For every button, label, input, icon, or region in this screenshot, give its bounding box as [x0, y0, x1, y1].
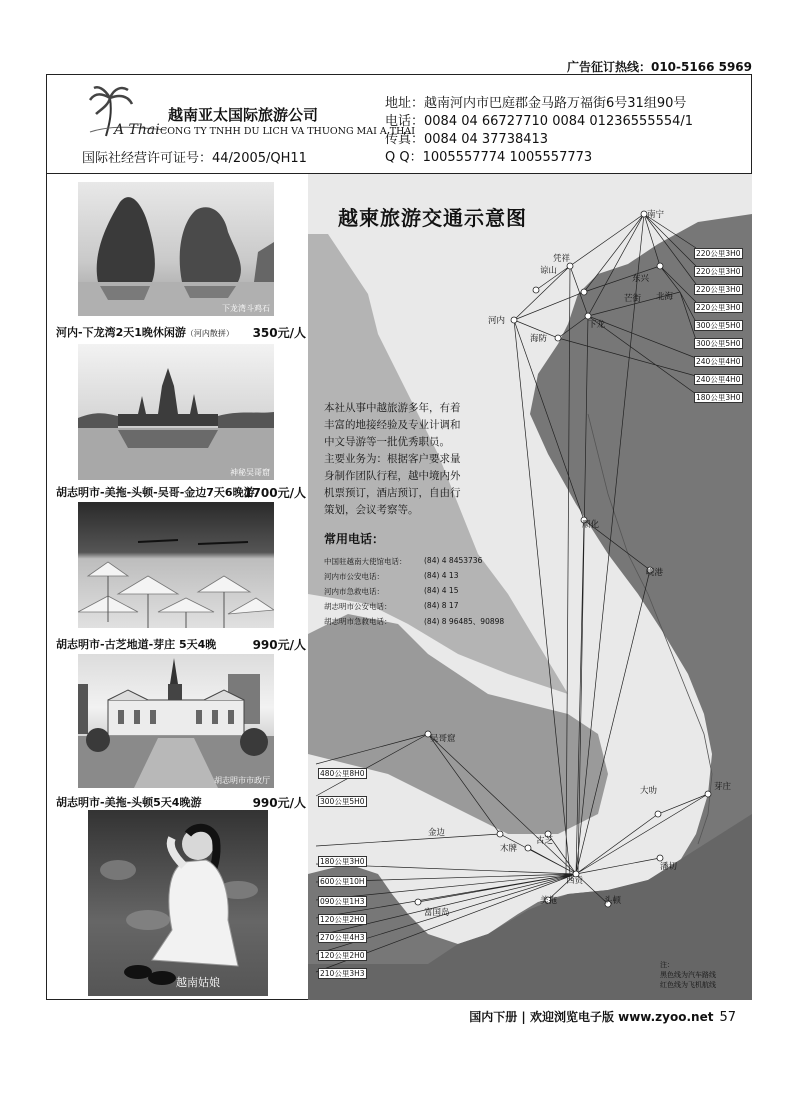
footer-text: 国内下册 | 欢迎浏览电子版 www.zyoo.net [469, 1010, 714, 1024]
phone-row [324, 601, 459, 612]
city-label: 头顿 [604, 896, 622, 906]
page-number: 57 [719, 1010, 736, 1025]
company-name-vn: CONG TY TNHH DU LICH VA THUONG MAI A THAI [160, 126, 416, 137]
phone-number: (84) 8 96485、90898 [424, 617, 505, 626]
map-legend [660, 960, 716, 990]
legend-line: 红色线为飞机航线 [660, 981, 716, 989]
distance-label: 300公里5H0 [320, 797, 365, 806]
city-label: 凭祥 [553, 254, 571, 264]
vietnamese-girl-photo [88, 810, 268, 996]
distance-label: 270公里4H3 [320, 933, 365, 942]
city-label: 大叻 [640, 786, 658, 796]
phone-number: (84) 4 15 [424, 586, 459, 595]
phone-label: 河内市公安电话： [324, 572, 384, 581]
phone-row [324, 586, 459, 597]
city-label: 岘港 [646, 568, 664, 578]
contact-fax: 传真：0084 04 37738413 [385, 132, 549, 147]
contact-address: 地址：越南河内市巴庭郡金马路万福街6号31组90号 [385, 96, 687, 111]
tour-item [56, 794, 306, 810]
distance-label: 210公里3H3 [320, 969, 365, 978]
phone-label: 河内市急救电话： [324, 587, 384, 596]
tour-price: 350元/人 [252, 326, 306, 340]
distance-label: 220公里3H0 [696, 285, 741, 294]
city-label: 芒街 [624, 294, 642, 304]
phone-label: 中国驻越南大使馆电话： [324, 557, 407, 566]
tour-name: 胡志明市-美拖-头顿5天4晚游 [56, 796, 202, 809]
distance-label: 600公里10H [320, 877, 365, 886]
distance-label: 480公里8H0 [320, 769, 365, 778]
phone-label: 胡志明市急救电话： [324, 617, 392, 626]
company-intro [324, 400, 514, 519]
contact-qq: Q Q：1005557774 1005557773 [385, 150, 593, 165]
phone-row [324, 556, 483, 567]
city-label: 海防 [530, 334, 548, 344]
distance-label: 220公里3H0 [696, 267, 741, 276]
phones-title: 常用电话： [324, 532, 385, 546]
tour-item [56, 324, 306, 340]
intro-line: 身制作团队行程，越中境内外 [324, 470, 461, 482]
phone-number: (84) 8 17 [424, 601, 459, 610]
photo-caption: 胡志明市市政厅 [214, 776, 270, 785]
intro-line: 本社从事中越旅游多年，有着 [324, 402, 461, 414]
city-label: 下龙 [588, 320, 606, 330]
distance-label: 300公里5H0 [696, 321, 741, 330]
city-label: 西贡 [566, 876, 584, 886]
city-label: 吴哥窟 [430, 734, 456, 744]
intro-line: 策划，会议考察等。 [324, 504, 419, 516]
city-label: 美拖 [540, 896, 558, 906]
tour-name: 胡志明市-美拖-头顿-吴哥-金边7天6晚游 [56, 486, 255, 499]
city-hall-photo [78, 654, 274, 788]
distance-label: 120公里2H0 [320, 915, 365, 924]
distance-label: 180公里3H0 [696, 393, 741, 402]
city-label: 东兴 [632, 274, 650, 284]
distance-label: 220公里3H0 [696, 249, 741, 258]
tour-note: （河内散拼） [185, 329, 234, 338]
legend-line: 注： [660, 961, 674, 969]
phone-label: 胡志明市公安电话： [324, 602, 392, 611]
photo-caption: 下龙湾斗鸡石 [222, 304, 270, 313]
distance-label: 300公里5H0 [696, 339, 741, 348]
palm-logo-icon [88, 84, 168, 140]
phone-number: (84) 4 13 [424, 571, 459, 580]
distance-label: 240公里4H0 [696, 375, 741, 384]
tour-price: 990元/人 [252, 638, 306, 652]
footer [469, 1008, 736, 1025]
tour-price: 990元/人 [252, 796, 306, 810]
city-label: 谅山 [540, 266, 558, 276]
tour-item [56, 636, 306, 652]
city-label: 古芝 [536, 836, 554, 846]
distance-label: 090公里1H3 [320, 897, 365, 906]
tour-name: 胡志明市-古芝地道-芽庄 5天4晚 [56, 638, 217, 651]
photo-caption: 神秘吴哥窟 [230, 468, 270, 477]
tour-name: 河内-下龙湾2天1晚休闲游 [56, 326, 186, 339]
distance-label: 180公里3H0 [320, 857, 365, 866]
distance-label: 120公里2H0 [320, 951, 365, 960]
contact-phone: 电话：0084 04 66727710 0084 01236555554/1 [385, 114, 694, 129]
tour-list [46, 174, 308, 1000]
phone-number: (84) 4 8453736 [424, 556, 483, 565]
ad-hotline: 广告征订热线：010-5166 5969 [566, 60, 752, 74]
company-name-cn: 越南亚太国际旅游公司 [168, 106, 319, 124]
license-number: 国际社经营许可证号：44/2005/QH11 [82, 151, 307, 166]
phone-row [324, 616, 505, 627]
halong-photo [78, 182, 274, 316]
city-label: 潘切 [660, 862, 678, 872]
city-label: 南宁 [647, 210, 665, 220]
intro-line: 中文导游等一批优秀职员。 [324, 436, 450, 448]
distance-label: 220公里3H0 [696, 303, 741, 312]
city-label: 河内 [488, 316, 506, 326]
map-title: 越柬旅游交通示意图 [338, 206, 527, 230]
logo-text: A Thai [114, 122, 160, 138]
photo-caption: 越南姑娘 [176, 976, 220, 989]
city-label: 木牌 [500, 844, 518, 854]
beach-photo [78, 502, 274, 628]
distance-label: 240公里4H0 [696, 357, 741, 366]
tour-price: 1700元/人 [244, 486, 306, 500]
phone-row [324, 571, 459, 582]
angkor-photo [78, 344, 274, 480]
intro-line: 丰富的地接经验及专业计调和 [324, 419, 461, 431]
tour-item [56, 484, 306, 500]
intro-line: 主要业务为：根据客户要求量 [324, 453, 461, 465]
city-label: 富国岛 [424, 908, 450, 918]
city-label: 顺化 [582, 520, 600, 530]
city-label: 芽庄 [714, 782, 732, 792]
legend-line: 黑色线为汽车路线 [660, 971, 716, 979]
intro-line: 机票预订，酒店预订，自由行 [324, 487, 461, 499]
city-label: 金边 [428, 828, 446, 838]
city-label: 北海 [656, 292, 674, 302]
